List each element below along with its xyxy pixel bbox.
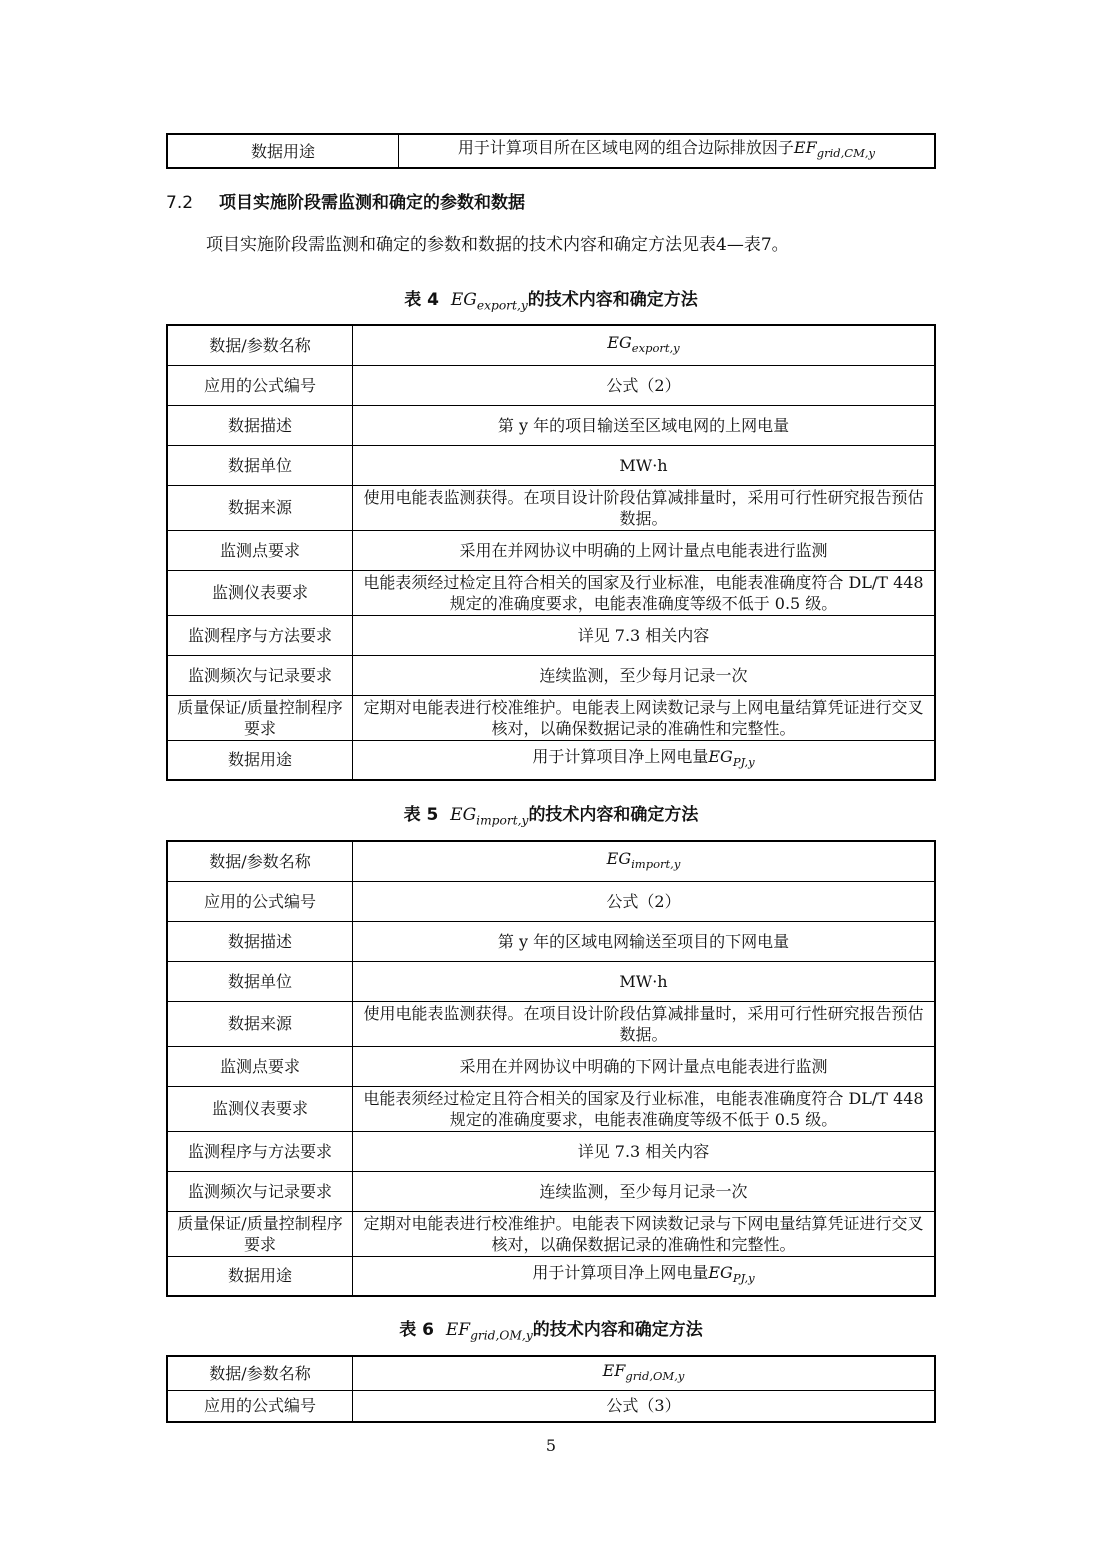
row-value <box>353 1131 936 1171</box>
row-key: 质量保证/质量控制程序要求 <box>167 695 353 740</box>
table-row <box>167 655 935 695</box>
math-symbol: $EG_{PJ,y}$ <box>708 747 755 770</box>
math-symbol: $EF_{grid,OM,y}$ <box>602 1360 685 1383</box>
table-row <box>167 1001 935 1046</box>
table-row <box>167 881 935 921</box>
row-value <box>353 740 936 780</box>
row-value-text: 连续监测，至少每月记录一次 <box>539 665 748 685</box>
row-value <box>353 1390 936 1422</box>
table-row <box>167 134 935 168</box>
table-row <box>167 1356 935 1390</box>
row-value-text: 第 y 年的区域电网输送至项目的下网电量 <box>497 931 790 951</box>
row-value-text: 详见 7.3 相关内容 <box>577 625 710 645</box>
row-value <box>353 445 936 485</box>
row-value-text: 用于计算项目所在区域电网的组合边际排放因子 <box>457 138 794 158</box>
row-key: 应用的公式编号 <box>167 1390 353 1422</box>
row-value <box>353 325 936 365</box>
row-key: 监测仪表要求 <box>167 1086 353 1131</box>
row-value <box>353 655 936 695</box>
row-value <box>399 134 936 168</box>
row-value-text: 公式（2） <box>606 375 681 395</box>
section-title: 项目实施阶段需监测和确定的参数和数据 <box>219 193 526 213</box>
row-key: 数据描述 <box>167 921 353 961</box>
table-row <box>167 1046 935 1086</box>
table-row <box>167 365 935 405</box>
math-symbol: $EG_{PJ,y}$ <box>708 1263 755 1286</box>
table-row <box>167 405 935 445</box>
row-value <box>353 570 936 615</box>
spec-table <box>166 324 936 781</box>
table-caption: 表 5 $EG_{import,y}$的技术内容和确定方法 <box>403 805 699 828</box>
row-value-text: 第 y 年的项目输送至区域电网的上网电量 <box>497 415 790 435</box>
row-value <box>353 1356 936 1390</box>
spec-table <box>166 840 936 1297</box>
row-key: 数据用途 <box>167 1256 353 1296</box>
row-value <box>353 530 936 570</box>
table-row <box>167 445 935 485</box>
table-row <box>167 921 935 961</box>
row-value <box>353 1171 936 1211</box>
table-row <box>167 485 935 530</box>
row-key: 数据描述 <box>167 405 353 445</box>
row-value <box>353 615 936 655</box>
table-row <box>167 570 935 615</box>
row-key: 数据单位 <box>167 445 353 485</box>
row-value-text: 定期对电能表进行校准维护。电能表上网读数记录与上网电量结算凭证进行交叉核对，以确保数据记录的准确性和完整性。 <box>363 697 924 738</box>
row-value-text: 用于计算项目净上网电量 <box>532 1263 709 1283</box>
row-value-text: 使用电能表监测获得。在项目设计阶段估算减排量时，采用可行性研究报告预估数据。 <box>363 487 924 528</box>
section-number: 7.2 <box>166 193 194 213</box>
row-value-text: 连续监测，至少每月记录一次 <box>539 1181 748 1201</box>
row-key: 数据来源 <box>167 1001 353 1046</box>
row-value <box>353 1256 936 1296</box>
row-key: 监测点要求 <box>167 530 353 570</box>
table-caption: 表 4 $EG_{export,y}$的技术内容和确定方法 <box>404 290 698 313</box>
row-key: 数据/参数名称 <box>167 325 353 365</box>
row-key: 应用的公式编号 <box>167 365 353 405</box>
table-caption: 表 6 $EF_{grid,OM,y}$的技术内容和确定方法 <box>399 1320 703 1343</box>
table-row <box>167 1211 935 1256</box>
row-value-text: 采用在并网协议中明确的上网计量点电能表进行监测 <box>459 540 828 560</box>
row-value-text: MW·h <box>619 971 668 991</box>
row-value-text: 电能表须经过检定且符合相关的国家及行业标准，电能表准确度符合 DL/T 448 规定的准确度要求，电能表准确度等级不低于 0.5 级。 <box>363 572 924 613</box>
spec-table <box>166 1355 936 1423</box>
row-value-text: 公式（3） <box>606 1396 681 1416</box>
row-key: 数据/参数名称 <box>167 1356 353 1390</box>
math-symbol: $EG_{import,y}$ <box>606 848 681 871</box>
math-symbol: $EF_{grid,CM,y}$ <box>793 138 876 161</box>
table-row <box>167 1086 935 1131</box>
table-row <box>167 530 935 570</box>
row-key: 监测程序与方法要求 <box>167 1131 353 1171</box>
row-value-text: 电能表须经过检定且符合相关的国家及行业标准，电能表准确度符合 DL/T 448 规定的准确度要求，电能表准确度等级不低于 0.5 级。 <box>363 1088 924 1129</box>
row-value <box>353 405 936 445</box>
table-row <box>167 325 935 365</box>
row-key: 监测频次与记录要求 <box>167 1171 353 1211</box>
table-row <box>167 740 935 780</box>
page-number: 5 <box>545 1436 557 1455</box>
row-value-text: 用于计算项目净上网电量 <box>532 747 709 767</box>
table-row <box>167 961 935 1001</box>
row-value-text: 公式（2） <box>606 891 681 911</box>
table-row <box>167 1171 935 1211</box>
row-key: 监测程序与方法要求 <box>167 615 353 655</box>
row-key: 数据用途 <box>167 134 399 168</box>
section-heading <box>166 188 525 213</box>
row-key: 质量保证/质量控制程序要求 <box>167 1211 353 1256</box>
row-value-text: MW·h <box>619 455 668 475</box>
table-row <box>167 695 935 740</box>
row-value <box>353 881 936 921</box>
row-key: 数据单位 <box>167 961 353 1001</box>
row-value <box>353 1001 936 1046</box>
row-key: 数据/参数名称 <box>167 841 353 881</box>
row-key: 数据用途 <box>167 740 353 780</box>
row-value <box>353 485 936 530</box>
math-symbol: $EG_{export,y}$ <box>607 332 680 355</box>
row-value <box>353 921 936 961</box>
row-key: 数据来源 <box>167 485 353 530</box>
row-key: 监测点要求 <box>167 1046 353 1086</box>
table-row <box>167 615 935 655</box>
row-value <box>353 1046 936 1086</box>
row-value-text: 详见 7.3 相关内容 <box>577 1141 710 1161</box>
table-row <box>167 1256 935 1296</box>
row-value <box>353 1086 936 1131</box>
row-value <box>353 841 936 881</box>
row-value-text: 采用在并网协议中明确的下网计量点电能表进行监测 <box>459 1056 828 1076</box>
section-paragraph: 项目实施阶段需监测和确定的参数和数据的技术内容和确定方法见表4—表7。 <box>206 235 789 255</box>
row-key: 监测仪表要求 <box>167 570 353 615</box>
row-value <box>353 365 936 405</box>
row-value <box>353 961 936 1001</box>
table-row <box>167 1131 935 1171</box>
row-value <box>353 1211 936 1256</box>
row-key: 监测频次与记录要求 <box>167 655 353 695</box>
row-value <box>353 695 936 740</box>
table-row <box>167 1390 935 1422</box>
top-partial-table <box>166 133 936 169</box>
row-key: 应用的公式编号 <box>167 881 353 921</box>
table-row <box>167 841 935 881</box>
row-value-text: 使用电能表监测获得。在项目设计阶段估算减排量时，采用可行性研究报告预估数据。 <box>363 1003 924 1044</box>
row-value-text: 定期对电能表进行校准维护。电能表下网读数记录与下网电量结算凭证进行交叉核对，以确保数据记录的准确性和完整性。 <box>363 1213 924 1254</box>
